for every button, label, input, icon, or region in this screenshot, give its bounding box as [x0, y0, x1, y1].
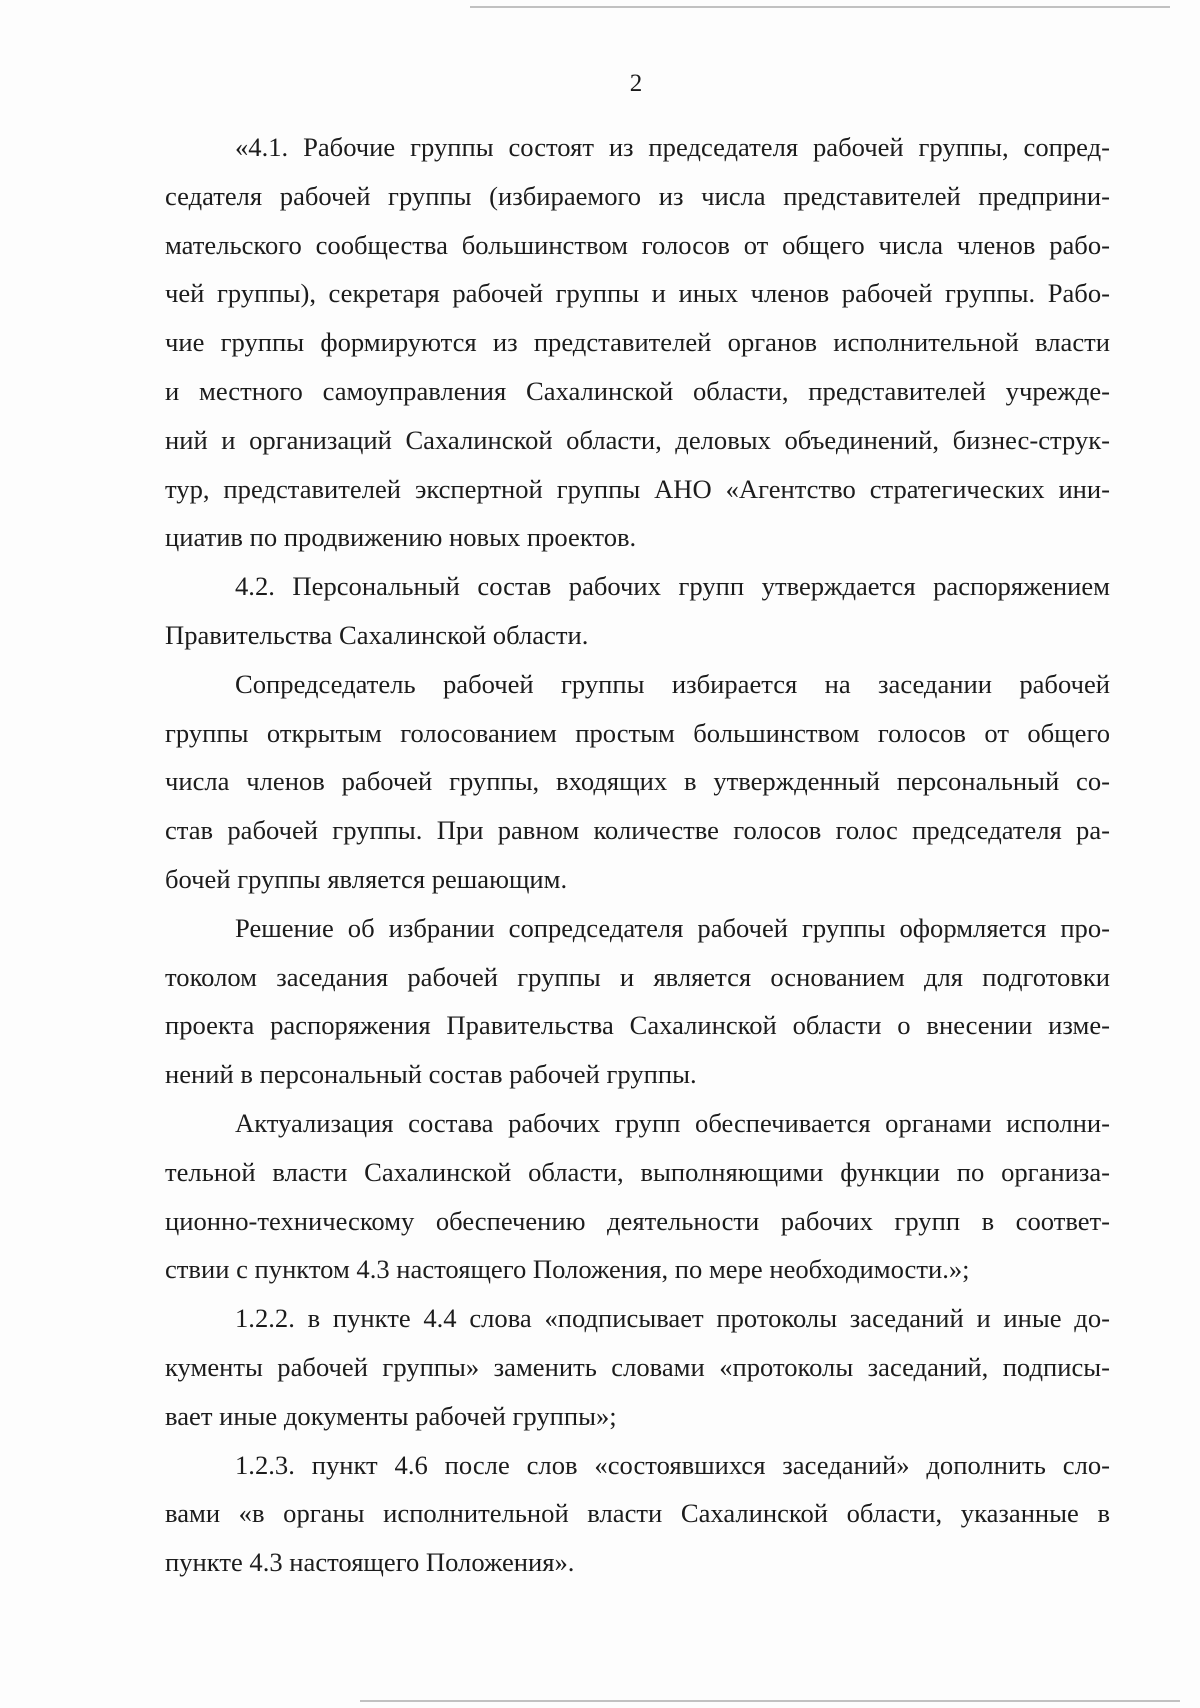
- text-line: вами «в органы исполнительной власти Сахалинской области, указанные в: [165, 1498, 1110, 1529]
- scan-border-top: [470, 6, 1170, 8]
- paragraph: [165, 1441, 1110, 1587]
- text-line: чей группы), секретаря рабочей группы и иных членов рабочей группы. Рабо-: [165, 278, 1110, 309]
- text-line: токолом заседания рабочей группы и является основанием для подготовки: [165, 961, 1110, 992]
- text-line: «4.1. Рабочие группы состоят из председателя рабочей группы, сопред-: [235, 132, 1110, 162]
- text-line: числа членов рабочей группы, входящих в утвержденный персональный со-: [165, 766, 1110, 797]
- text-line: Правительства Сахалинской области.: [165, 619, 589, 650]
- text-line: и местного самоуправления Сахалинской области, представителей учрежде-: [165, 375, 1110, 406]
- text-line: 1.2.2. в пункте 4.4 слова «подписывает протоколы заседаний и иные до-: [235, 1303, 1110, 1334]
- document-body: [165, 123, 1110, 1587]
- text-line: Сопредседатель рабочей группы избирается на заседании рабочей: [235, 668, 1110, 699]
- text-line: 1.2.3. пункт 4.6 после слов «состоявшихся заседаний» дополнить сло-: [235, 1449, 1110, 1480]
- page-number: 2: [629, 70, 643, 97]
- paragraph: [165, 1294, 1110, 1440]
- text-line: пункте 4.3 настоящего Положения».: [165, 1547, 575, 1578]
- paragraph: [165, 904, 1110, 1099]
- text-line: седателя рабочей группы (избираемого из числа представителей предприни-: [165, 180, 1110, 211]
- text-line: чие группы формируются из представителей органов исполнительной власти: [165, 327, 1110, 358]
- text-line: вает иные документы рабочей группы»;: [165, 1400, 617, 1431]
- text-line: став рабочей группы. При равном количестве голосов голос председателя ра-: [165, 815, 1110, 846]
- paragraph: [165, 123, 1110, 562]
- text-line: тур, представителей экспертной группы АНО «Агентство стратегических ини-: [165, 473, 1110, 504]
- text-line: ствии с пунктом 4.3 настоящего Положения, по мере необходимости.»;: [165, 1254, 970, 1285]
- text-line: кументы рабочей группы» заменить словами «протоколы заседаний, подписы-: [165, 1351, 1110, 1382]
- text-line: 4.2. Персональный состав рабочих групп утверждается распоряжением: [235, 571, 1110, 602]
- text-line: ний и организаций Сахалинской области, деловых объединений, бизнес-струк-: [165, 424, 1110, 455]
- text-line: бочей группы является решающим.: [165, 863, 568, 894]
- text-line: Актуализация состава рабочих групп обеспечивается органами исполни-: [235, 1107, 1110, 1138]
- text-line: нений в персональный состав рабочей группы.: [165, 1059, 697, 1090]
- text-line: мательского сообщества большинством голосов от общего числа членов рабо-: [165, 229, 1110, 260]
- text-line: ционно-техническому обеспечению деятельности рабочих групп в соответ-: [165, 1205, 1110, 1236]
- text-line: циатив по продвижению новых проектов.: [165, 522, 637, 553]
- paragraph: [165, 1099, 1110, 1294]
- text-line: проекта распоряжения Правительства Сахалинской области о внесении изме-: [165, 1010, 1110, 1041]
- paragraph: [165, 562, 1110, 660]
- paragraph: [165, 660, 1110, 904]
- text-line: тельной власти Сахалинской области, выполняющими функции по организа-: [165, 1156, 1110, 1187]
- scan-border-bottom: [360, 1700, 1180, 1702]
- text-line: Решение об избрании сопредседателя рабочей группы оформляется про-: [235, 912, 1110, 943]
- text-line: группы открытым голосованием простым большинством голосов от общего: [165, 717, 1110, 748]
